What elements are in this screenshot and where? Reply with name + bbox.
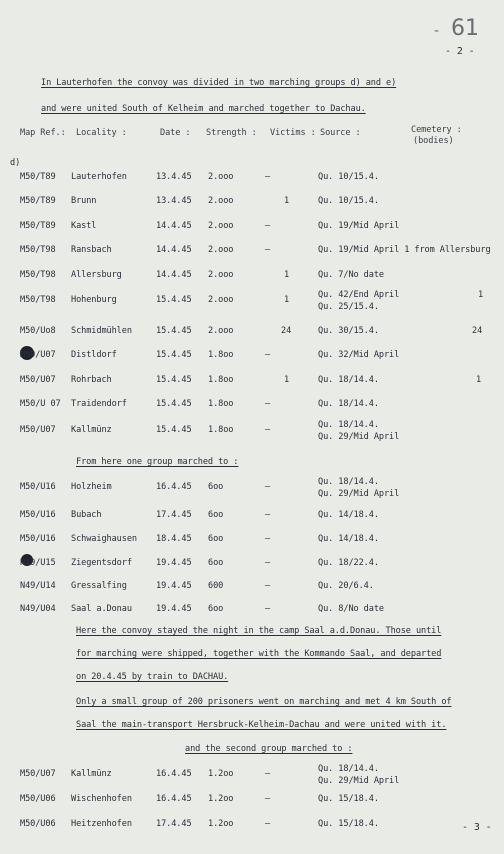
- para2-line2: Saal the main-transport Hersbruck-Kelheim-Dachau and were united with it.: [76, 720, 447, 730]
- intro-line-1: In Lauterhofen the convoy was divided in two marching groups d) and e): [41, 78, 397, 88]
- header-strength: Strength :: [206, 128, 257, 138]
- second-group-label: and the second group marched to :: [185, 744, 353, 754]
- para1-line3: on 20.4.45 by train to DACHAU.: [76, 672, 229, 682]
- header-source: Source :: [320, 128, 361, 138]
- document-page: 61 - - 2 - In Lauterhofen the convoy was divided in two marching groups d) and e) and were united South of Kelheim and marched together to Dachau. Map Ref.: Locality : Date : Strength : Victims : Source : Cemetery : (bodies) d) M50/T89 Lauterhofen 13.4.45 2.ooo — Qu. 10/15.4. M50/T89 Brunn 13.4.45 2.ooo 1 Qu. 10/15.4. M50/T89 Kastl 14.4.45 2.ooo — Qu. 19/Mid April M50/T98 Ransbach 14.4.45 2.ooo — Qu. 19/Mid April 1 from Allersburg M50/T98 Allersburg 14.4.45 2.ooo 1 Qu. 7/No date M50/T98 Hohenburg 15.4.45 2.ooo 1 Qu. 42/End April Qu. 25/15.4. 1 M50/Uo8 Schmidmühlen 15.4.45 2.ooo 24 Qu. 30/15.4. 24 M50/U07 Distldorf 15.4.45 1.8oo — Qu. 32/Mid April M50/U07 Rohrbach 15.4.45 1.8oo 1 Qu. 18/14.4. 1 M50/U 07 Traidendorf 15.4.45 1.8oo — Qu. 18/14.4. M50/U07 Kallmünz 15.4.45 1.8oo — Qu. 18/14.4. Qu. 29/Mid April From here one group marched to : M50/U16 Holzheim 16.4.45 6oo — Qu. 18/14.4. Qu. 29/Mid April M50/U16 Bubach 17.4.45 6oo — Qu. 14/18.4. M50/U16 Schwaighausen 18.4.45 6oo — Qu. 14/18.4. N49/U15 Ziegentsdorf 19.4.45 6oo — Qu. 18/22.4. N49/U14 Gressalfing 19.4.45 600 — Qu. 20/6.4. N49/U04 Saal a.Donau 19.4.45 6oo — Qu. 8/No date Here the convoy stayed the night in the camp Saal a.d.Donau. Those until for marching were shipped, together with the Kommando Saal, and departed on 20.4.45 by train to DACHAU. Only a small group of 200 prisoners went on marching and met 4 km South of Saal the main-transport Hersbruck-Kelheim-Dachau and were united with it. and the second group marched to : M50/U07 Kallmünz 16.4.45 1.2oo — Qu. 18/14.4. Qu. 29/Mid April M50/U06 Wischenhofen 16.4.45 1.2oo — Qu. 15/18.4. M50/U06 Heitzenhofen 17.4.45 1.2oo — Qu. 15/18.4. - 3 -: [10, 16, 492, 833]
- para1-line1: Here the convoy stayed the night in the camp Saal a.d.Donau. Those until: [76, 626, 442, 636]
- header-locality: Locality :: [76, 128, 127, 138]
- intro-line-2: and were united South of Kelheim and marched together to Dachau.: [41, 104, 366, 114]
- page-marker: - 2 -: [445, 46, 475, 57]
- para1-line2: for marching were shipped, together with the Kommando Saal, and departed: [76, 649, 442, 659]
- header-cemetery: Cemetery :: [411, 125, 462, 135]
- header-map-ref: Map Ref.:: [20, 128, 66, 138]
- branch-label: From here one group marched to :: [76, 457, 239, 467]
- footer-marker: - 3 -: [462, 822, 492, 833]
- para2-line1: Only a small group of 200 prisoners went on marching and met 4 km South of: [76, 697, 452, 707]
- page-dash: -: [434, 23, 440, 39]
- header-date: Date :: [160, 128, 191, 138]
- header-victims: Victims :: [270, 128, 316, 138]
- group-label: d): [10, 158, 21, 168]
- header-cemetery-sub: (bodies): [413, 136, 454, 146]
- page-number: 61: [451, 16, 479, 41]
